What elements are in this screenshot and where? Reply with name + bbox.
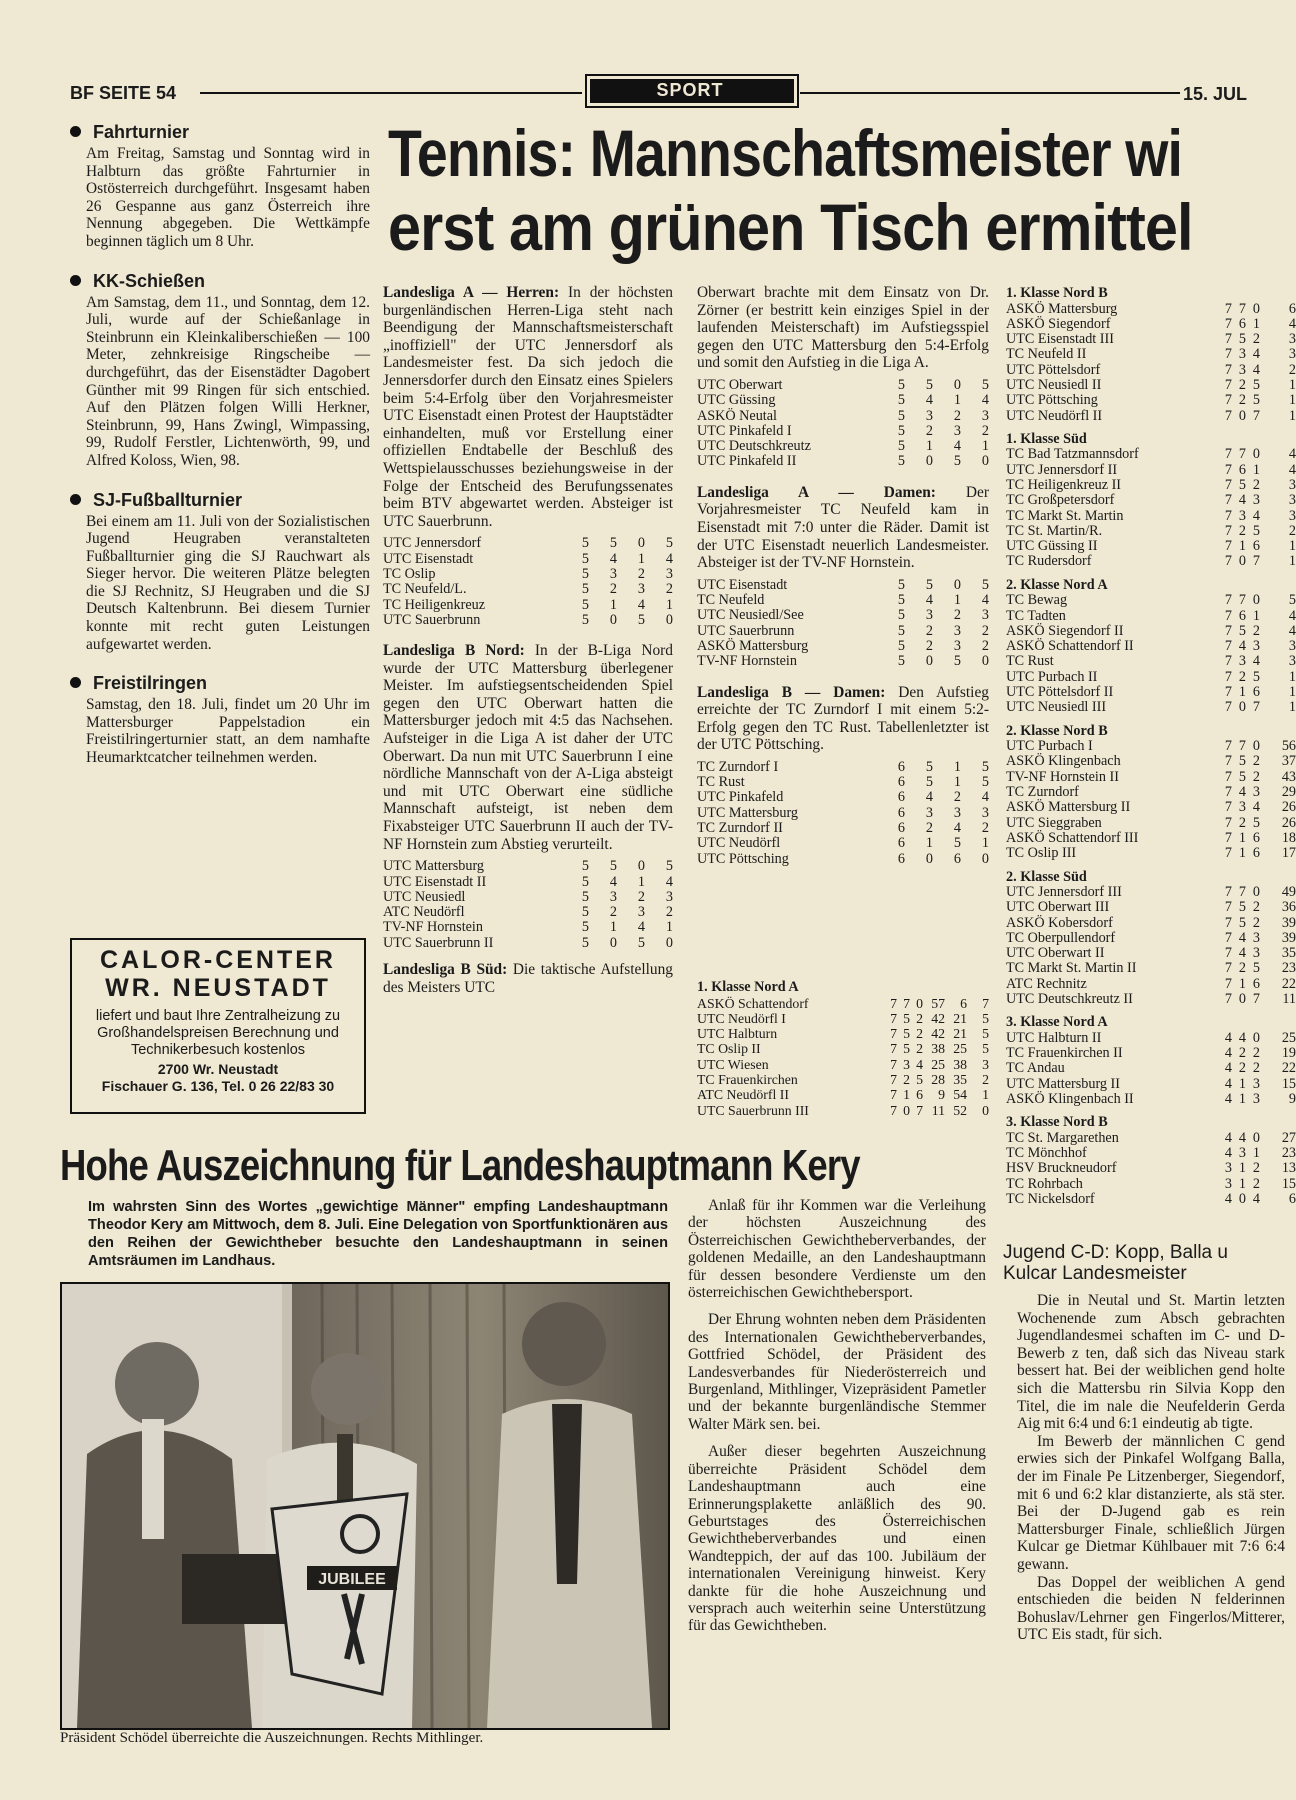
date-label: 15. JUL [1183, 84, 1248, 104]
jugend-headline: Jugend C-D: Kopp, Balla u Kulcar Landesmeister [1003, 1242, 1228, 1284]
news-text: Am Samstag, dem 11., und Sonntag, dem 12. Juli, wurde auf der Schießanlage in Steinbrunn ein Kleinkaliberschießen — 100 Meter, zehnkreisige Ringscheibe — durchgeführt, das der Eisenstädter Dagobert Günther mit 99 Ringen für sich entschied. Auf den Plätzen folgen Willi Herkner, Steinbrunn, 99, Hans Zwingl, Wimpassing, 99, Rudolf Ferstler, Lichtenwörth, 99, und Alfred Koloss, Wien, 98. [86, 293, 370, 469]
table-row: TC Oberpullendorf 7 4 3 39 [1006, 929, 1296, 946]
text-b-damen: Den Aufstieg erreichte der TC Zurndorf I mit einem 5:2-Erfolg gegen den TC Rust. Tabellenletzter ist der UTC Pöttsching. [697, 683, 989, 754]
table-row: TV-NF Hornstein 5 1 4 1 [383, 919, 673, 936]
table-row: UTC Güssing II 7 1 6 1 [1006, 538, 1296, 555]
table-row: ASKÖ Siegendorf II 7 5 2 4 [1006, 622, 1296, 639]
league-table-body [1006, 593, 1296, 715]
news-item [70, 490, 370, 654]
table-row: UTC Jennersdorf II 7 6 1 4 [1006, 461, 1296, 478]
text-a-herren: In der höchsten burgenländischen Herren-Liga steht nach Beendigung der Mannschaftsmeisterschaft „inoffiziell" der UTC Jennersdorf als Landesmeister fest. Da sich jedoch die Jennersdorfer durch den Einsatz eines Spielers beim 5:4-Erfolg über den Vorjahresmeister UTC Eisenstadt einen Protest der Hauptstädter einhandelten, muß vor Erstellung einer offiziellen Endtabelle der Beschluß des Wettspielausschusses beziehungsweise in der Folge der Entscheid des Berufungssenates beim BTV abgewartet werden. Absteiger ist UTC Sauerbrunn. [383, 284, 673, 530]
table-row: UTC Purbach I 7 7 0 56 [1006, 738, 1296, 755]
jugend-paragraph: Im Bewerb der männlichen C gend erwies sich der Pinkafel Wolfgang Balla, der im Finale Pe Litzenberger, Siegendorf, mit 6 und 6:2 klar distanzierte, als stä ster. Bei der D-Jugend gab es rein Mattersburger Finale, schließlich Jürgen Kulcar ge Dietmar Kühlbauer mit 7:6 6:4 gewann. [1017, 1432, 1285, 1573]
calor-center-ad [70, 938, 366, 1114]
jugend-paragraph: Die in Neutal und St. Martin letzten Wochenende zum Absch gebrachten Jugendlandesmei schaften im C- und D-Bewerb z ten, daß sich das Niveau stark bessert hat. Bei der weiblichen gend holte sich die Mattersbu rin Silvia Kopp den Titel, die im nale die Neufelderin Gerda Aig mit 6:4 und 6:1 eindeutig ab tigte. [1017, 1292, 1285, 1433]
pennant-label: JUBILEE [318, 1571, 386, 1588]
league-table-title: 3. Klasse Nord A [1006, 1014, 1108, 1031]
league-table [1006, 870, 1296, 1008]
table-row: TC Rudersdorf 7 0 7 1 [1006, 553, 1296, 570]
table-row: ASKÖ Siegendorf 7 6 1 4 [1006, 315, 1296, 332]
table-row: TC Oslip III 7 1 6 17 [1006, 845, 1296, 862]
table-row: ATC Neudörfl 5 2 3 2 [383, 904, 673, 921]
table-row: UTC Pinkafeld II 5 0 5 0 [697, 453, 989, 470]
table-row: ASKÖ Mattersburg 5 2 3 2 [697, 637, 989, 654]
league-table-body [1006, 739, 1296, 861]
table-row: UTC Eisenstadt III 7 5 2 3 [1006, 331, 1296, 348]
jugend-paragraph: Das Doppel der weiblichen A gend entschieden die beiden N felderinnen Bohuslav/Lehrner gen Fingerlos/Mitterer, UTC Eis stadt, für sich. [1017, 1573, 1285, 1644]
table-row: TC Markt St. Martin II 7 2 5 23 [1006, 960, 1296, 977]
table-row: TC Rohrbach 3 1 2 15 [1006, 1175, 1296, 1192]
ad-city: 2700 Wr. Neustadt [157, 1061, 279, 1077]
table-row: TC Nickelsdorf 4 0 4 6 [1006, 1191, 1296, 1208]
table-row: TC Markt St. Martin 7 3 4 3 [1006, 507, 1296, 524]
news-item [70, 122, 370, 251]
table-row: UTC Oberwart II 7 4 3 35 [1006, 945, 1296, 962]
news-title: SJ-Fußballturnier [93, 489, 243, 510]
lead-b-sued: Landesliga B Süd: [383, 961, 508, 978]
table-row: UTC Sauerbrunn II 5 0 5 0 [383, 934, 673, 951]
bullet-icon [70, 275, 81, 286]
news-title: KK-Schießen [93, 270, 206, 291]
table-row: TC Frauenkirchen II 4 2 2 19 [1006, 1045, 1296, 1062]
table-row: TC Heiligenkreuz II 7 5 2 3 [1006, 476, 1296, 493]
table-row: TC Bad Tatzmannsdorf 7 7 0 4 [1006, 446, 1296, 463]
text-a-damen: Der Vorjahresmeister TC Neufeld kam in Eisenstadt mit 7:0 unter die Räder. Damit ist der UTC Eisenstadt neuerlich Landesmeister. Absteiger ist der TV-NF Hornstein. [697, 483, 989, 572]
table-row: ASKÖ Klingenbach 7 5 2 37 [1006, 753, 1296, 770]
league-table-body [1006, 302, 1296, 424]
lead-a-damen: Landesliga A — Damen: [697, 483, 936, 501]
table-row: UTC Mattersburg 6 3 3 3 [697, 804, 989, 821]
table-row: ASKÖ Schattendorf III 7 1 6 18 [1006, 829, 1296, 846]
table-row: ASKÖ Mattersburg 7 7 0 6 [1006, 300, 1296, 317]
table-row: UTC Pöttelsdorf 7 3 4 2 [1006, 361, 1296, 378]
league-table-title: 1. Klasse Süd [1006, 430, 1087, 447]
table-row: UTC Oberwart III 7 5 2 36 [1006, 899, 1296, 916]
table-row: TC Heiligenkreuz 5 1 4 1 [383, 596, 673, 613]
table-row: UTC Eisenstadt 5 5 0 5 [697, 576, 989, 593]
tennis-column-2 [697, 284, 989, 883]
jugend-article [1003, 1242, 1285, 1762]
text-b-sued-cont: Oberwart brachte mit dem Einsatz von Dr. Zörner (er bestritt kein einziges Spiel in der laufenden Meisterschaft) im Aufstiegsspiel gegen den UTC Mattersburg den 5:4-Erfolg und somit den Aufstieg in die Liga A. [697, 284, 989, 372]
table-a-herren [383, 536, 673, 628]
table-klasse1-nord-a [697, 996, 989, 1118]
ad-line1: CALOR-CENTER [100, 946, 336, 974]
table-row: UTC Neudörfl II 7 0 7 1 [1006, 407, 1296, 424]
table-row: UTC Pöttsching 6 0 6 0 [697, 850, 989, 867]
table-row: ATC Neudörfl II 7 1 6 9 54 1 [697, 1087, 989, 1103]
kery-paragraph: Außer dieser begehrten Auszeichnung überreichte Präsident Schödel dem Landeshauptmann auch eine Erinnerungsplakette anläßlich des 90. Geburtstages des Österreichischen Gewichtheberverbandes und einen Wandteppich, der auf das 100. Jubiläum der internationalen Vereinigung hinweist. Kery dankte für die hohe Auszeichnung und versprach auch weiterhin seine Unterstützung für das Gewichtheben. [688, 1443, 986, 1635]
table-row: TC Zurndorf I 6 5 1 5 [697, 758, 989, 775]
tennis-headline-box [388, 118, 1258, 266]
table-row: UTC Pöttelsdorf II 7 1 6 1 [1006, 684, 1296, 701]
league-table-body [1006, 1031, 1296, 1107]
table-row: UTC Sauerbrunn 5 2 3 2 [697, 622, 989, 639]
table-row: TC Zurndorf 7 4 3 29 [1006, 784, 1296, 801]
news-title: Freistilringen [93, 673, 208, 694]
table-row: UTC Jennersdorf III 7 7 0 49 [1006, 884, 1296, 900]
table-row: UTC Mattersburg 5 5 0 5 [383, 858, 673, 875]
kery-text-column [688, 1197, 986, 1645]
table-row: TC Rust 7 3 4 3 [1006, 653, 1296, 670]
news-text: Am Freitag, Samstag und Sonntag wird in Halbturn das größte Fahrturnier in Ostösterreich durchgeführt. Insgesamt haben 26 Gespanne aus ganz Österreich ihre Nennung abgegeben. Die Wettkämpfe beginnen täglich um 8 Uhr. [86, 145, 370, 250]
table-row: ATC Rechnitz 7 1 6 22 [1006, 975, 1296, 992]
ad-line2: WR. NEUSTADT [105, 974, 331, 1002]
table-row: ASKÖ Klingenbach II 4 1 3 9 [1006, 1091, 1296, 1108]
table-row: UTC Oberwart 5 5 0 5 [697, 376, 989, 393]
table-row: ASKÖ Kobersdorf 7 5 2 39 [1006, 914, 1296, 931]
table-row: TC Neufeld/L. 5 2 3 2 [383, 581, 673, 598]
table-row: TC Rust 6 5 1 5 [697, 774, 989, 791]
tennis-headline-2: erst am grünen Tisch ermittel [388, 190, 1193, 264]
table-row: ASKÖ Mattersburg II 7 3 4 26 [1006, 799, 1296, 816]
table-row: TC Neufeld II 7 3 4 3 [1006, 346, 1296, 363]
table-row: TC Großpetersdorf 7 4 3 3 [1006, 492, 1296, 509]
table-row: TC Andau 4 2 2 22 [1006, 1060, 1296, 1077]
tennis-headline-1: Tennis: Mannschaftsmeister wi [388, 116, 1183, 190]
league-table [1006, 578, 1296, 716]
league-table-body [1006, 885, 1296, 1007]
header-rule-left [200, 92, 582, 94]
bullet-icon [70, 494, 81, 505]
table-row: UTC Neusiedl III 7 0 7 1 [1006, 699, 1296, 716]
table-row: TC Zurndorf II 6 2 4 2 [697, 820, 989, 837]
kery-headline: Hohe Auszeichnung für Landeshauptmann Kery [60, 1141, 860, 1190]
bullet-icon [70, 126, 81, 137]
table-row: UTC Halbturn II 4 4 0 25 [1006, 1029, 1296, 1046]
league-table-title: 2. Klasse Süd [1006, 868, 1087, 885]
header-rule-right [800, 92, 1180, 94]
table-b-nord [383, 859, 673, 951]
table-row: UTC Pinkafeld I 5 2 3 2 [697, 422, 989, 439]
table-row: TC Mönchhof 4 3 1 23 [1006, 1145, 1296, 1162]
league-table-title: 2. Klasse Nord A [1006, 576, 1108, 593]
table-row: TC Tadten 7 6 1 4 [1006, 607, 1296, 624]
news-item [70, 271, 370, 470]
table-row: TV-NF Hornstein 5 0 5 0 [697, 653, 989, 670]
table-row: UTC Mattersburg II 4 1 3 15 [1006, 1075, 1296, 1092]
table-row: ASKÖ Schattendorf II 7 4 3 3 [1006, 638, 1296, 655]
kery-lead: Im wahrsten Sinn des Wortes „gewichtige Männer" empfing Landeshauptmann Theodor Kery am Mittwoch, dem 8. Juli. Eine Delegation von Sportfunktionären aus den Reihen der Gewichtheber besuchte den Landeshauptmann in seinen Amtsräumen im Landhaus. [88, 1199, 668, 1269]
table-row: TC Oslip 5 3 2 3 [383, 565, 673, 582]
table-row: ASKÖ Neutal 5 3 2 3 [697, 407, 989, 424]
table-row: UTC Purbach II 7 2 5 1 [1006, 668, 1296, 685]
table-row: UTC Wiesen 7 3 4 25 38 3 [697, 1056, 989, 1072]
table-row: UTC Pöttsching 7 2 5 1 [1006, 392, 1296, 409]
klasse1-nord-a [697, 980, 989, 1118]
league-table [1006, 724, 1296, 862]
lead-b-nord: Landesliga B Nord: [383, 642, 525, 660]
table-row: ASKÖ Schattendorf 7 7 0 57 6 7 [697, 995, 989, 1011]
left-column [70, 122, 370, 767]
table-row: UTC Neusiedl 5 3 2 3 [383, 888, 673, 905]
table-row: TC Frauenkirchen 7 2 5 28 35 2 [697, 1071, 989, 1087]
table-row: UTC Sauerbrunn 5 0 5 0 [383, 611, 673, 628]
league-table-title: 3. Klasse Nord B [1006, 1114, 1108, 1131]
league-table-body [1006, 1131, 1296, 1207]
table-row: TC Neufeld 5 4 1 4 [697, 592, 989, 609]
table-row: UTC Neusiedl/See 5 3 2 3 [697, 607, 989, 624]
table-row: TV-NF Hornstein II 7 5 2 43 [1006, 768, 1296, 785]
league-table [1006, 1015, 1296, 1107]
table-row: UTC Neudörfl 6 1 5 1 [697, 835, 989, 852]
kery-paragraph: Der Ehrung wohnten neben dem Präsidenten des Internationalen Gewichtheberverbandes, Gottfried Schödel, der Präsident des Landesverbandes für Niederösterreich und Burgenland, Mithlinger, Vizepräsident Pametler und der bekannte burgenländische Stemmer Walter Märk sen. bei. [688, 1311, 986, 1433]
league-table-body [1006, 447, 1296, 569]
table-row: TC Oslip II 7 5 2 38 25 5 [697, 1041, 989, 1057]
league-table [1006, 1115, 1296, 1207]
text-b-sued: Die taktische Aufstellung des Meisters UTC [383, 961, 673, 996]
league-table-title: 2. Klasse Nord B [1006, 722, 1108, 739]
table-row: UTC Güssing 5 4 1 4 [697, 392, 989, 409]
table-row: UTC Sieggraben 7 2 5 26 [1006, 814, 1296, 831]
table-b-sued [697, 378, 989, 470]
table-row: UTC Neudörfl I 7 5 2 42 21 5 [697, 1010, 989, 1026]
news-text: Samstag, den 18. Juli, findet um 20 Uhr im Mattersburger Pappelstadion ein Freistilringerturnier statt, an dem namhafte Heumarktcatcher teilnehmen werden. [86, 696, 370, 767]
table-row: UTC Jennersdorf 5 5 0 5 [383, 535, 673, 552]
photo-image [62, 1284, 668, 1728]
table-row: UTC Deutschkreutz II 7 0 7 11 [1006, 991, 1296, 1008]
table-b-damen [697, 760, 989, 867]
ad-body: liefert und baut Ihre Zentralheizung zu Großhandelspreisen Berechnung und Technikerbesuch kostenlos [95, 1008, 341, 1058]
table-row: HSV Bruckneudorf 3 1 2 13 [1006, 1160, 1296, 1177]
table-row: UTC Pinkafeld 6 4 2 4 [697, 789, 989, 806]
kery-paragraph: Anlaß für ihr Kommen war die Verleihung der höchsten Auszeichnung des Österreichischen Gewichtheberverbandes, der goldenen Medaille, an den Landeshauptmann für dessen besondere Verdienste um den österreichischen Gewichthebersport. [688, 1197, 986, 1302]
page-label: BF SEITE 54 [70, 83, 177, 103]
table-row: UTC Deutschkreutz 5 1 4 1 [697, 438, 989, 455]
section-label: SPORT [656, 80, 724, 100]
table-row: TC St. Margarethen 4 4 0 27 [1006, 1129, 1296, 1146]
kery-photo [60, 1282, 670, 1730]
right-tables-column [1006, 285, 1296, 1208]
table-row: TC Bewag 7 7 0 5 [1006, 592, 1296, 609]
table-row: UTC Halbturn 7 5 2 42 21 5 [697, 1026, 989, 1042]
league-table [1006, 286, 1296, 424]
news-text: Bei einem am 11. Juli von der Sozialistischen Jugend Heugraben veranstalteten Fußballturnier ging die SJ Rauchwart als Sieger hervor. Die weiteren Plätze belegten die SJ Rechnitz, SJ Heugraben und die SJ Deutsch Kaltenbrunn. Bei diesem Turnier konnte mit recht guten Leistungen aufgewartet werden. [86, 512, 370, 653]
tennis-column-1 [383, 284, 673, 996]
league-table [1006, 432, 1296, 570]
news-title: Fahrturnier [93, 122, 190, 142]
klasse1-nord-a-title: 1. Klasse Nord A [697, 979, 799, 995]
table-row: UTC Eisenstadt II 5 4 1 4 [383, 873, 673, 890]
lead-a-herren: Landesliga A — Herren: [383, 284, 560, 301]
photo-caption: Präsident Schödel überreichte die Auszeichnungen. Rechts Mithlinger. [60, 1730, 484, 1746]
ad-address: Fischauer G. 136, Tel. 0 26 22/83 30 [101, 1078, 335, 1094]
bullet-icon [70, 677, 81, 688]
news-item [70, 673, 370, 766]
table-row: TC St. Martin/R. 7 2 5 2 [1006, 522, 1296, 539]
table-a-damen [697, 578, 989, 670]
table-row: UTC Sauerbrunn III 7 0 7 11 52 0 [697, 1102, 989, 1118]
lead-b-damen: Landesliga B — Damen: [697, 683, 886, 701]
table-row: UTC Neusiedl II 7 2 5 1 [1006, 376, 1296, 393]
league-table-title: 1. Klasse Nord B [1006, 285, 1108, 301]
text-b-nord: In der B-Liga Nord wurde der UTC Mattersburg überlegener Meister. Im aufstiegsentscheidenden Spiel gegen den UTC Oberwart hatten die Mattersburger jedoch mit 4:5 das Nachsehen. Aufsteiger in die Liga A ist daher der UTC Oberwart. Da nun mit UTC Sauerbrunn I eine nördliche Mannschaft von der A-Liga absteigt und mit UTC Oberwart eine südliche Mannschaft aufsteigt, ist neben dem Fixabsteiger UTC Sauerbrunn II auch der TV-NF Hornstein zum Abstieg verurteilt. [383, 642, 673, 853]
table-row: UTC Eisenstadt 5 4 1 4 [383, 550, 673, 567]
